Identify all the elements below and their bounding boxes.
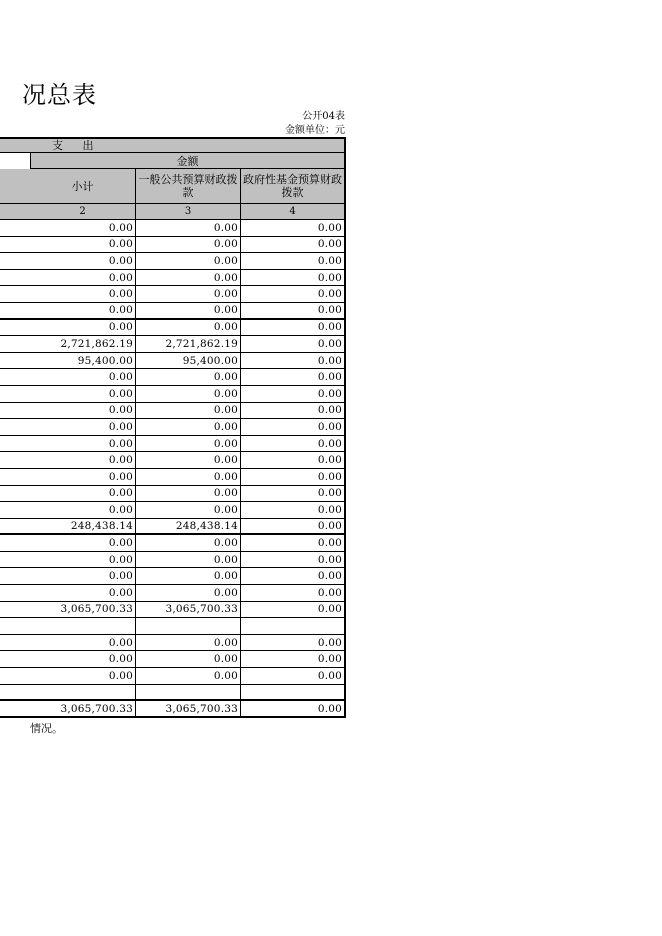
general-budget-cell: 0.00 [136, 502, 241, 518]
fund-budget-cell: 0.00 [241, 651, 346, 667]
column-header-general-budget: 一般公共预算财政拨款 [136, 169, 241, 203]
general-budget-cell: 2,721,862.19 [136, 336, 241, 352]
general-budget-cell: 3,065,700.33 [136, 701, 241, 716]
general-budget-cell: 0.00 [136, 220, 241, 236]
table-row [0, 486, 346, 503]
subtotal-cell: 0.00 [0, 552, 136, 568]
table-header-expenditure [0, 137, 346, 153]
fund-budget-cell: 0.00 [241, 253, 346, 269]
subtotal-cell [0, 618, 136, 634]
subtotal-cell: 0.00 [0, 502, 136, 518]
table-row [0, 336, 346, 353]
subtotal-cell: 0.00 [0, 535, 136, 551]
fund-budget-cell: 0.00 [241, 419, 346, 435]
table-row [0, 320, 346, 337]
general-budget-cell: 0.00 [136, 585, 241, 601]
general-budget-cell: 0.00 [136, 436, 241, 452]
table-row [0, 685, 346, 702]
fund-budget-cell: 0.00 [241, 635, 346, 651]
expenditure-table [0, 137, 346, 718]
table-row [0, 668, 346, 685]
subtotal-cell: 0.00 [0, 486, 136, 502]
fund-budget-cell: 0.00 [241, 568, 346, 584]
fund-budget-cell: 0.00 [241, 220, 346, 236]
subtotal-cell [0, 685, 136, 700]
general-budget-cell: 0.00 [136, 369, 241, 385]
general-budget-cell: 0.00 [136, 320, 241, 336]
fund-budget-cell [241, 685, 346, 700]
fund-budget-cell: 0.00 [241, 336, 346, 352]
subtotal-cell: 0.00 [0, 568, 136, 584]
general-budget-cell: 0.00 [136, 286, 241, 302]
subtotal-cell: 0.00 [0, 220, 136, 236]
fund-budget-cell: 0.00 [241, 585, 346, 601]
page-title: 况总表 [22, 81, 97, 109]
general-budget-cell: 0.00 [136, 452, 241, 468]
subtotal-cell: 0.00 [0, 270, 136, 286]
subtotal-cell: 0.00 [0, 452, 136, 468]
subtotal-cell: 248,438.14 [0, 519, 136, 534]
general-budget-cell: 248,438.14 [136, 519, 241, 534]
fund-budget-cell: 0.00 [241, 602, 346, 618]
general-budget-cell [136, 618, 241, 634]
table-row [0, 253, 346, 270]
fund-budget-cell: 0.00 [241, 386, 346, 402]
general-budget-cell: 0.00 [136, 568, 241, 584]
table-header-index [0, 204, 346, 220]
general-budget-cell: 0.00 [136, 469, 241, 485]
table-row [0, 618, 346, 635]
table-row [0, 353, 346, 370]
fund-budget-cell: 0.00 [241, 270, 346, 286]
table-header-columns [0, 169, 346, 204]
table-body [0, 220, 346, 718]
table-row [0, 237, 346, 254]
subtotal-cell: 0.00 [0, 651, 136, 667]
table-row [0, 651, 346, 668]
table-row [0, 386, 346, 403]
fund-budget-cell: 0.00 [241, 469, 346, 485]
subtotal-cell: 2,721,862.19 [0, 336, 136, 352]
column-index-4: 4 [241, 204, 346, 219]
fund-budget-cell: 0.00 [241, 353, 346, 369]
subtotal-cell: 0.00 [0, 403, 136, 419]
general-budget-cell: 0.00 [136, 651, 241, 667]
fund-budget-cell: 0.00 [241, 519, 346, 534]
fund-budget-cell: 0.00 [241, 320, 346, 336]
fund-budget-cell: 0.00 [241, 502, 346, 518]
fund-budget-cell: 0.00 [241, 701, 346, 716]
table-row [0, 701, 346, 718]
general-budget-cell: 0.00 [136, 237, 241, 253]
subtotal-cell: 0.00 [0, 635, 136, 651]
table-row [0, 602, 346, 619]
amount-header-label: 金额 [176, 154, 199, 168]
fund-budget-cell: 0.00 [241, 369, 346, 385]
subtotal-cell: 0.00 [0, 585, 136, 601]
table-row [0, 286, 346, 303]
table-row [0, 270, 346, 287]
subtotal-cell: 0.00 [0, 668, 136, 684]
fund-budget-cell: 0.00 [241, 403, 346, 419]
table-row [0, 220, 346, 237]
table-header-amount [30, 153, 346, 169]
amount-unit: 金额单位：元 [285, 125, 345, 136]
general-budget-cell: 0.00 [136, 419, 241, 435]
subtotal-cell: 95,400.00 [0, 353, 136, 369]
general-budget-cell: 95,400.00 [136, 353, 241, 369]
subtotal-cell: 0.00 [0, 303, 136, 318]
table-row [0, 502, 346, 519]
table-row [0, 419, 346, 436]
subtotal-cell: 0.00 [0, 320, 136, 336]
subtotal-cell: 0.00 [0, 469, 136, 485]
table-row [0, 535, 346, 552]
general-budget-cell: 0.00 [136, 386, 241, 402]
fund-budget-cell: 0.00 [241, 436, 346, 452]
subtotal-cell: 3,065,700.33 [0, 701, 136, 716]
subtotal-cell: 0.00 [0, 386, 136, 402]
table-row [0, 403, 346, 420]
expenditure-header-label: 支 出 [52, 139, 102, 152]
subtotal-cell: 0.00 [0, 253, 136, 269]
general-budget-cell: 0.00 [136, 253, 241, 269]
column-index-3: 3 [136, 204, 241, 219]
subtotal-cell: 0.00 [0, 286, 136, 302]
subtotal-cell: 3,065,700.33 [0, 602, 136, 618]
table-row [0, 452, 346, 469]
column-header-fund-budget: 政府性基金预算财政拨款 [241, 169, 346, 203]
fund-budget-cell: 0.00 [241, 286, 346, 302]
table-row [0, 568, 346, 585]
general-budget-cell: 0.00 [136, 270, 241, 286]
fund-budget-cell: 0.00 [241, 303, 346, 318]
fund-budget-cell: 0.00 [241, 668, 346, 684]
fund-budget-cell: 0.00 [241, 486, 346, 502]
table-row [0, 552, 346, 569]
general-budget-cell: 3,065,700.33 [136, 602, 241, 618]
table-row [0, 303, 346, 320]
general-budget-cell: 0.00 [136, 635, 241, 651]
general-budget-cell: 0.00 [136, 403, 241, 419]
fund-budget-cell: 0.00 [241, 535, 346, 551]
column-header-subtotal: 小计 [0, 169, 136, 203]
fund-budget-cell [241, 618, 346, 634]
fund-budget-cell: 0.00 [241, 237, 346, 253]
fund-budget-cell: 0.00 [241, 552, 346, 568]
table-row [0, 469, 346, 486]
general-budget-cell: 0.00 [136, 535, 241, 551]
fund-budget-cell: 0.00 [241, 452, 346, 468]
general-budget-cell: 0.00 [136, 486, 241, 502]
subtotal-cell: 0.00 [0, 436, 136, 452]
general-budget-cell: 0.00 [136, 303, 241, 318]
column-index-2: 2 [0, 204, 136, 219]
footnote: 情况。 [30, 722, 63, 735]
table-row [0, 635, 346, 652]
table-row [0, 519, 346, 536]
subtotal-cell: 0.00 [0, 369, 136, 385]
table-row [0, 369, 346, 386]
subtotal-cell: 0.00 [0, 419, 136, 435]
subtotal-cell: 0.00 [0, 237, 136, 253]
general-budget-cell: 0.00 [136, 668, 241, 684]
table-row [0, 436, 346, 453]
general-budget-cell: 0.00 [136, 552, 241, 568]
general-budget-cell [136, 685, 241, 700]
table-row [0, 585, 346, 602]
form-number: 公开04表 [302, 111, 345, 122]
